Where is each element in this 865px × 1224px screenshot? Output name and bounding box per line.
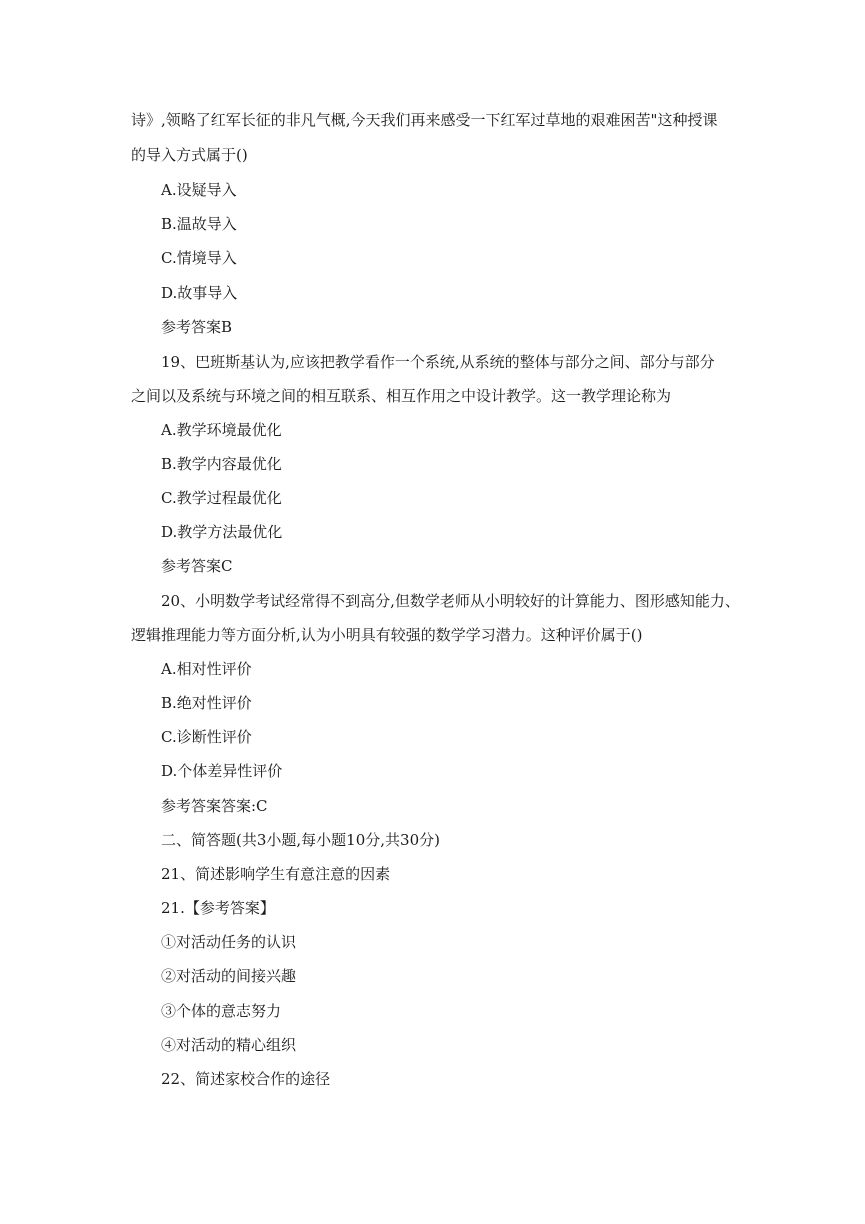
option-line: D.个体差异性评价: [161, 762, 283, 780]
section-heading: 二、简答题(共3小题,每小题10分,共30分): [161, 831, 440, 849]
option-line: C.教学过程最优化: [161, 489, 282, 507]
option-line: D.教学方法最优化: [161, 523, 283, 541]
answer-line: 参考答案C: [161, 557, 233, 575]
answer-item: ③个体的意志努力: [161, 1002, 282, 1020]
answer-item: ①对活动任务的认识: [161, 933, 297, 951]
question-line: 21、简述影响学生有意注意的因素: [161, 865, 391, 883]
text-line: 的导入方式属于(): [131, 146, 248, 164]
option-line: A.相对性评价: [161, 660, 252, 678]
answer-line: 参考答案答案:C: [161, 797, 268, 815]
question-line: 20、小明数学考试经常得不到高分,但数学老师从小明较好的计算能力、图形感知能力、: [161, 592, 740, 610]
option-line: B.温故导入: [161, 215, 237, 233]
answer-line: 参考答案B: [161, 318, 233, 336]
option-line: C.诊断性评价: [161, 728, 252, 746]
answer-item: ④对活动的精心组织: [161, 1036, 297, 1054]
option-line: B.绝对性评价: [161, 694, 252, 712]
question-line: 22、简述家校合作的途径: [161, 1070, 331, 1088]
answer-heading: 21.【参考答案】: [161, 899, 275, 917]
option-line: D.故事导入: [161, 284, 238, 302]
option-line: B.教学内容最优化: [161, 455, 282, 473]
option-line: C.情境导入: [161, 249, 237, 267]
question-line: 19、巴班斯基认为,应该把教学看作一个系统,从系统的整体与部分之间、部分与部分: [161, 353, 715, 371]
text-line: 诗》,领略了红军长征的非凡气概,今天我们再来感受一下红军过草地的艰难困苦"这种授课: [131, 111, 718, 129]
option-line: A.教学环境最优化: [161, 421, 282, 439]
option-line: A.设疑导入: [161, 181, 237, 199]
text-line: 之间以及系统与环境之间的相互联系、相互作用之中设计教学。这一教学理论称为: [131, 387, 672, 405]
text-line: 逻辑推理能力等方面分析,认为小明具有较强的数学学习潜力。这种评价属于(): [131, 626, 643, 644]
answer-item: ②对活动的间接兴趣: [161, 967, 297, 985]
